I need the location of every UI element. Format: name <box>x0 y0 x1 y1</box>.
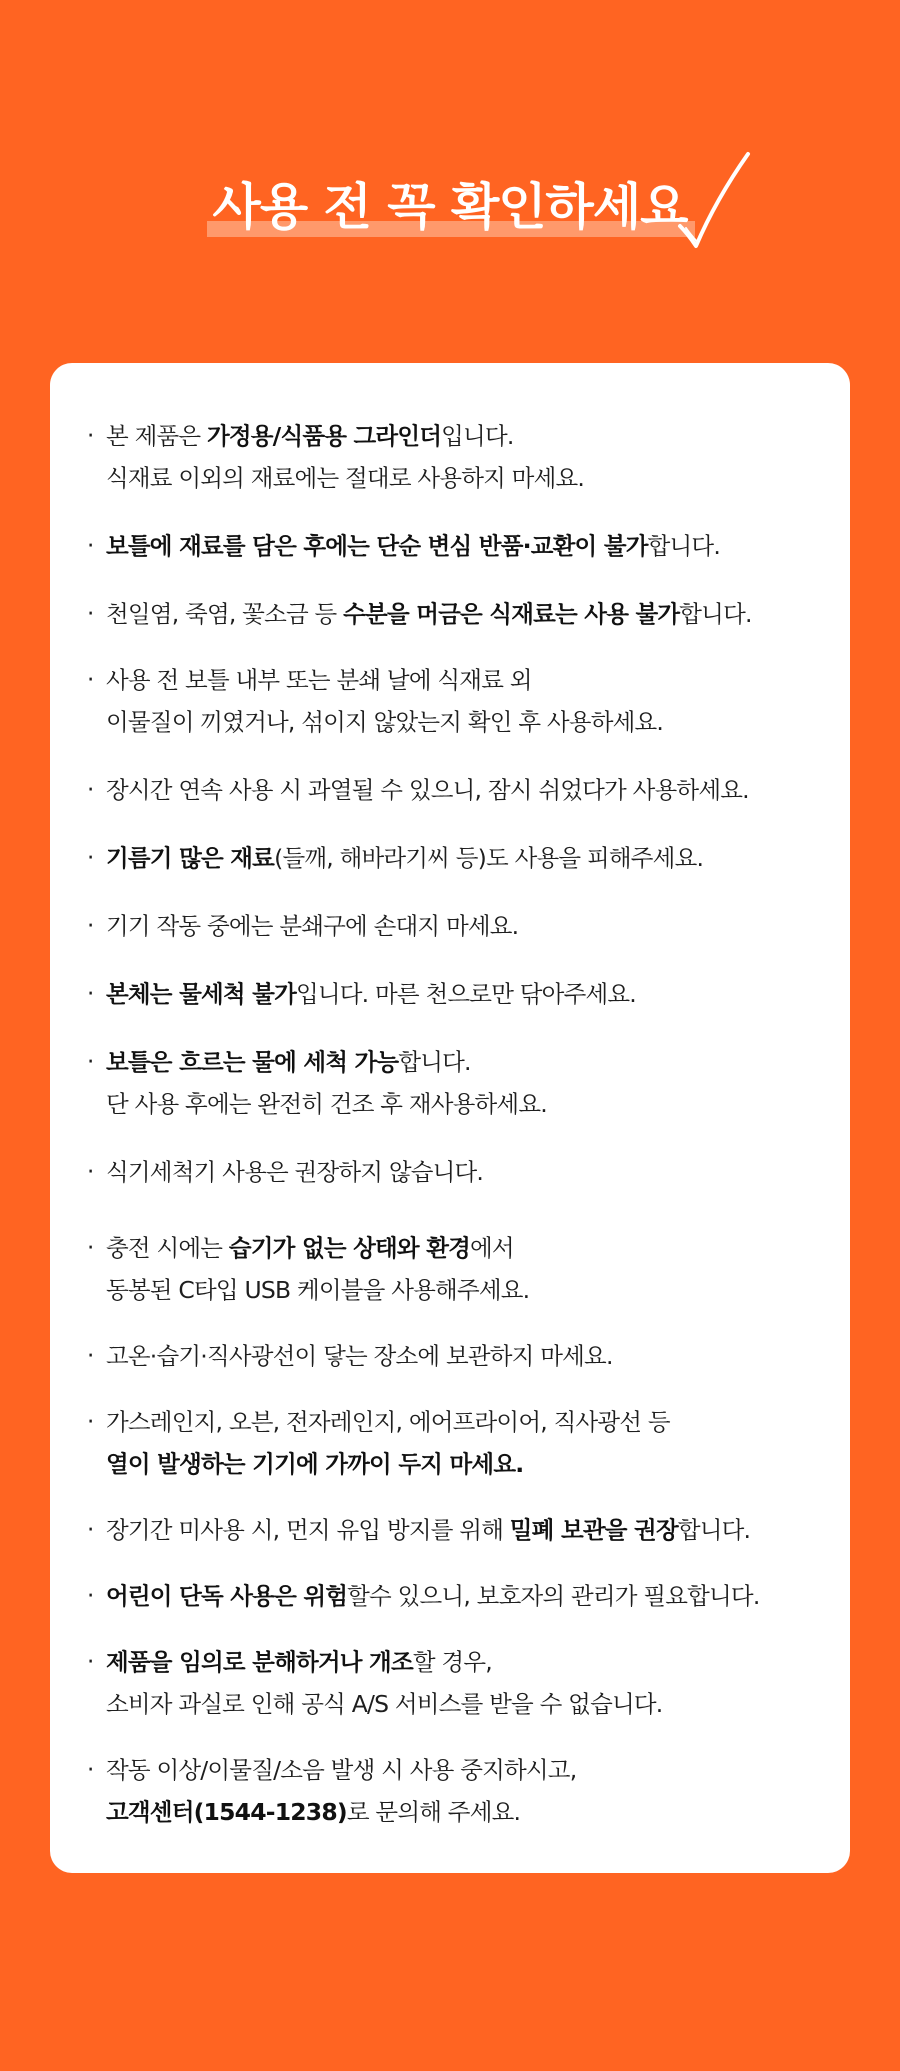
notice-emphasis: 본체는 물세척 불가 <box>106 980 296 1008</box>
notice-text: 로 문의해 주세요. <box>346 1798 521 1826</box>
notice-item <box>82 973 834 1015</box>
notice-text: 기기 작동 중에는 분쇄구에 손대지 마세요. <box>106 912 519 940</box>
notice-text: 식기세척기 사용은 권장하지 않습니다. <box>106 1158 484 1186</box>
notice-emphasis: 가정용/식품용 그라인더 <box>206 422 442 450</box>
notice-text: 합니다. <box>679 600 752 628</box>
notice-line <box>106 1683 834 1725</box>
notice-line <box>106 457 834 499</box>
notice-item <box>82 1401 834 1485</box>
notice-item <box>82 659 834 743</box>
notice-item <box>82 1641 834 1725</box>
notice-line <box>106 973 834 1015</box>
notice-text: 동봉된 C타입 USB 케이블을 사용해주세요. <box>106 1276 530 1304</box>
notice-line <box>106 701 834 743</box>
notice-text: 단 사용 후에는 완전히 건조 후 재사용하세요. <box>106 1090 547 1118</box>
notice-text: 천일염, 죽염, 꽃소금 등 <box>106 600 344 628</box>
notice-line <box>106 1401 834 1443</box>
notice-text: 장시간 연속 사용 시 과열될 수 있으니, 잠시 쉬었다가 사용하세요. <box>106 776 749 804</box>
notice-text: (들깨, 해바라기씨 등)도 사용을 피해주세요. <box>274 844 704 872</box>
bullet-dot: · <box>87 1159 94 1185</box>
notice-item <box>82 525 834 567</box>
notice-item <box>82 1749 834 1833</box>
notice-item <box>82 1335 834 1377</box>
notice-line <box>106 1443 834 1485</box>
notice-line <box>106 659 834 701</box>
bullet-dot: · <box>87 667 94 693</box>
notice-item <box>82 1575 834 1617</box>
notice-line <box>106 415 834 457</box>
notice-text: 장기간 미사용 시, 먼지 유입 방지를 위해 <box>106 1516 510 1544</box>
notice-text: 할수 있으니, 보호자의 관리가 필요합니다. <box>347 1582 760 1610</box>
notice-emphasis: 어린이 단독 사용은 위험 <box>106 1582 348 1610</box>
notice-line <box>106 1791 834 1833</box>
notice-item <box>82 905 834 947</box>
notice-text: 고온·습기·직사광선이 닿는 장소에 보관하지 마세요. <box>106 1342 613 1370</box>
notice-line <box>106 525 834 567</box>
bullet-dot: · <box>87 777 94 803</box>
notice-line <box>106 905 834 947</box>
notice-emphasis: 고객센터(1544-1238) <box>106 1798 347 1826</box>
notice-card <box>50 363 850 1873</box>
page-title-text: 사용 전 꼭 확인하세요 <box>212 178 688 236</box>
notice-item <box>82 769 834 811</box>
notice-line <box>106 769 834 811</box>
notice-emphasis: 습기가 없는 상태와 환경 <box>228 1234 471 1262</box>
notice-text: 할 경우, <box>412 1648 492 1676</box>
header <box>0 180 900 235</box>
notice-item <box>82 837 834 879</box>
bullet-dot: · <box>87 601 94 627</box>
notice-line <box>106 1749 834 1791</box>
bullet-dot: · <box>87 1049 94 1075</box>
notice-line <box>106 1041 834 1083</box>
notice-item <box>82 593 834 635</box>
notice-list <box>82 415 834 1833</box>
notice-text: 이물질이 끼였거나, 섞이지 않았는지 확인 후 사용하세요. <box>106 708 664 736</box>
notice-line <box>106 1269 834 1311</box>
notice-text: 본 제품은 <box>106 422 207 450</box>
notice-emphasis: 제품을 임의로 분해하거나 개조 <box>106 1648 413 1676</box>
bullet-dot: · <box>87 845 94 871</box>
notice-emphasis: 수분을 머금은 식재료는 사용 불가 <box>343 600 680 628</box>
notice-text: 합니다. <box>647 532 720 560</box>
notice-text: 사용 전 보틀 내부 또는 분쇄 날에 식재료 외 <box>106 666 532 694</box>
notice-text: 입니다. 마른 천으로만 닦아주세요. <box>295 980 636 1008</box>
notice-text: 식재료 이외의 재료에는 절대로 사용하지 마세요. <box>106 464 585 492</box>
notice-text: 합니다. <box>398 1048 471 1076</box>
notice-item <box>82 1509 834 1551</box>
bullet-dot: · <box>87 1517 94 1543</box>
notice-line <box>106 1509 834 1551</box>
notice-text: 충전 시에는 <box>106 1234 229 1262</box>
bullet-dot: · <box>87 981 94 1007</box>
notice-line <box>106 1335 834 1377</box>
notice-line <box>106 1151 834 1193</box>
bullet-dot: · <box>87 1583 94 1609</box>
notice-item <box>82 1041 834 1125</box>
bullet-dot: · <box>87 1343 94 1369</box>
bullet-dot: · <box>87 533 94 559</box>
bullet-dot: · <box>87 1649 94 1675</box>
bullet-dot: · <box>87 423 94 449</box>
notice-line <box>106 1227 834 1269</box>
notice-text: 소비자 과실로 인해 공식 A/S 서비스를 받을 수 없습니다. <box>106 1690 663 1718</box>
bullet-dot: · <box>87 1757 94 1783</box>
notice-text: 합니다. <box>677 1516 751 1544</box>
notice-emphasis: 밀폐 보관을 권장 <box>509 1516 678 1544</box>
page-title <box>209 180 692 235</box>
notice-emphasis: 기름기 많은 재료 <box>106 844 275 872</box>
notice-emphasis: 보틀에 재료를 담은 후에는 단순 변심 반품·교환이 불가 <box>106 532 648 560</box>
notice-line <box>106 1641 834 1683</box>
notice-emphasis: 열이 발생하는 기기에 가까이 두지 마세요. <box>106 1450 524 1478</box>
notice-text: 가스레인지, 오븐, 전자레인지, 에어프라이어, 직사광선 등 <box>106 1408 670 1436</box>
bullet-dot: · <box>87 913 94 939</box>
notice-line <box>106 593 834 635</box>
bullet-dot: · <box>87 1235 94 1261</box>
notice-line <box>106 1575 834 1617</box>
notice-emphasis: 보틀은 흐르는 물에 세척 가능 <box>106 1048 399 1076</box>
notice-text: 입니다. <box>441 422 514 450</box>
bullet-dot: · <box>87 1409 94 1435</box>
notice-item <box>82 1227 834 1311</box>
notice-item <box>82 415 834 499</box>
notice-line <box>106 837 834 879</box>
notice-item <box>82 1151 834 1193</box>
notice-text: 에서 <box>470 1234 514 1262</box>
notice-line <box>106 1083 834 1125</box>
notice-text: 작동 이상/이물질/소음 발생 시 사용 중지하시고, <box>106 1756 577 1784</box>
